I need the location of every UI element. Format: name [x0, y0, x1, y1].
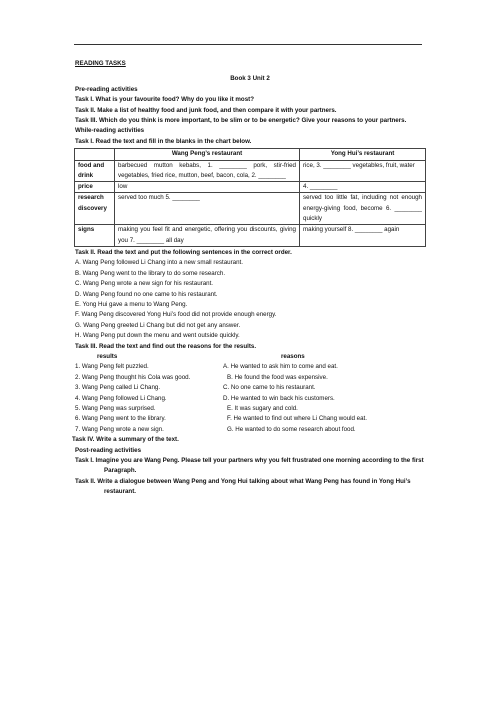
table-header-cell: Wang Peng’s restaurant: [115, 149, 300, 160]
row-label: research discovery: [75, 193, 115, 225]
matching-row: [75, 425, 425, 435]
matching-row: [75, 373, 425, 383]
list-item: H. Wang Peng put down the menu and went outside quickly.: [75, 332, 240, 340]
list-item: A. Wang Peng followed Li Chang into a new small restaurant.: [75, 259, 243, 267]
document-page: [72, 59, 425, 498]
result-item: 2. Wang Peng thought his Cola was good.: [75, 373, 191, 381]
restaurant-chart: [74, 148, 426, 247]
table-header-row: [75, 149, 426, 160]
while-reading-heading: While-reading activities: [75, 127, 145, 135]
matching-row: [75, 383, 425, 393]
table-cell: barbecued mutton kebabs, 1. ________ pork, stir-fried vegetables, fried rice, mutton, beef, bacon, cola, 2. ________: [115, 160, 300, 182]
reason-item: B. He found the food was expensive.: [227, 373, 328, 381]
row-label: food and drink: [75, 160, 115, 182]
reason-item: E. It was sugary and cold.: [227, 405, 298, 413]
result-item: 4. Wang Peng followed Li Chang.: [75, 394, 167, 402]
table-row: [75, 160, 426, 182]
reason-item: D. He wanted to win back his customers.: [223, 394, 335, 402]
reason-item: F. He wanted to find out where Li Chang would eat.: [227, 415, 367, 423]
table-cell: rice, 3. ________ vegetables, fruit, water: [300, 160, 426, 182]
table-cell: low: [115, 182, 300, 193]
matching-row: [75, 394, 425, 404]
matching-row: [75, 362, 425, 372]
list-item: D. Wang Peng found no one came to his restaurant.: [75, 290, 218, 298]
reason-item: G. He wanted to do some research about food.: [227, 425, 356, 433]
top-rule: [74, 44, 422, 45]
pre-task-2: Task II. Make a list of healthy food and junk food, and then compare it with your partners.: [75, 106, 337, 114]
result-item: 5. Wang Peng was surprised.: [75, 405, 156, 413]
list-item: B. Wang Peng went to the library to do some research.: [75, 269, 226, 277]
table-cell: served too little fat, including not enough energy-giving food, become 6. ________ quickly: [300, 193, 426, 225]
row-label: signs: [75, 225, 115, 247]
table-cell: served too much 5. ________: [115, 193, 300, 225]
table-row: [75, 182, 426, 193]
pre-reading-heading: Pre-reading activities: [75, 85, 138, 93]
post-task-2: Task II. Write a dialogue between Wang Peng and Yong Hui talking about what Wang Peng has found in Yong Hui’s restaurant.: [75, 477, 411, 496]
task2-heading: Task II. Read the text and put the following sentences in the correct order.: [75, 248, 292, 256]
post-reading-heading: Post-reading activities: [75, 446, 142, 454]
table-row: [75, 225, 426, 247]
matching-row: [75, 404, 425, 414]
matching-column-headers: [75, 352, 425, 362]
table-row: [75, 193, 426, 225]
table-cell: making you feel fit and energetic, offering you discounts, giving you 7. ________ all day: [115, 225, 300, 247]
matching-row: [75, 414, 425, 424]
list-item: C. Wang Peng wrote a new sign for his restaurant.: [75, 280, 214, 288]
table-header-cell: Yong Hui’s restaurant: [300, 149, 426, 160]
table-cell: making yourself 8. ________ again: [300, 225, 426, 247]
results-header: results: [97, 352, 118, 360]
document-title: READING TASKS: [75, 60, 126, 67]
result-item: 7. Wang Peng wrote a new sign.: [75, 425, 164, 433]
unit-heading: Book 3 Unit 2: [230, 75, 270, 83]
pre-task-1: Task I. What is your favourite food? Why do you like it most?: [75, 96, 254, 104]
list-item: E. Yong Hui gave a menu to Wang Peng.: [75, 300, 188, 308]
reason-item: A. He wanted to ask him to come and eat.: [223, 363, 338, 371]
reason-item: C. No one came to his restaurant.: [223, 384, 316, 392]
task4-heading: Task IV. Write a summary of the text.: [72, 436, 179, 444]
list-item: F. Wang Peng discovered Yong Hui’s food did not provide enough energy.: [75, 311, 277, 319]
result-item: 6. Wang Peng went to the library.: [75, 415, 166, 423]
while-task-1: Task I. Read the text and fill in the blanks in the chart below.: [75, 137, 252, 145]
post-task-1: Task I. Imagine you are Wang Peng. Please tell your partners why you felt frustrated one morning according to the first Paragraph.: [75, 457, 424, 475]
task3-heading: Task III. Read the text and find out the reasons for the results.: [75, 342, 257, 350]
list-item: G. Wang Peng greeted Li Chang but did not get any answer.: [75, 321, 241, 329]
result-item: 3. Wang Peng called Li Chang.: [75, 384, 161, 392]
table-header-cell: [75, 149, 115, 160]
row-label: price: [75, 182, 115, 193]
table-cell: 4. ________: [300, 182, 426, 193]
reasons-header: reasons: [281, 352, 305, 360]
result-item: 1. Wang Peng felt puzzled.: [75, 363, 149, 371]
pre-task-3: Task III. Which do you think is more important, to be slim or to be energetic? Give your reasons to your partners.: [75, 117, 407, 125]
